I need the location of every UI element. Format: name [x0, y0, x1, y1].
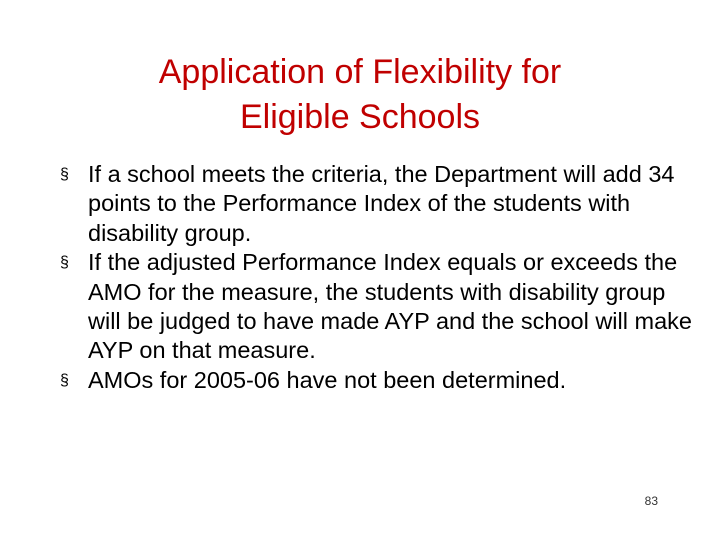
title-line-1: Application of Flexibility for: [158, 53, 562, 91]
page-number: 83: [644, 494, 658, 508]
bullet-text-2: If the adjusted Performance Index equals or exceeds the AMO for the measure, the students with disability group will be judged to have made AYP and the school will make AYP on that measure.: [88, 249, 692, 364]
slide-title: [60, 50, 660, 140]
bullet-item-3: [60, 366, 700, 395]
bullet-item-2: [60, 248, 700, 366]
bullet-text-3: AMOs for 2005-06 have not been determined.: [88, 366, 567, 393]
bullet-list: [60, 160, 700, 395]
bullet-square-icon: §: [60, 254, 69, 272]
title-line-2: Eligible Schools: [239, 98, 481, 136]
bullet-item-1: [60, 160, 700, 248]
bullet-square-icon: §: [60, 166, 69, 183]
bullet-text-1: If a school meets the criteria, the Department will add 34 points to the Performance Index of the students with disability group.: [88, 161, 675, 246]
bullet-square-icon: §: [60, 371, 69, 389]
